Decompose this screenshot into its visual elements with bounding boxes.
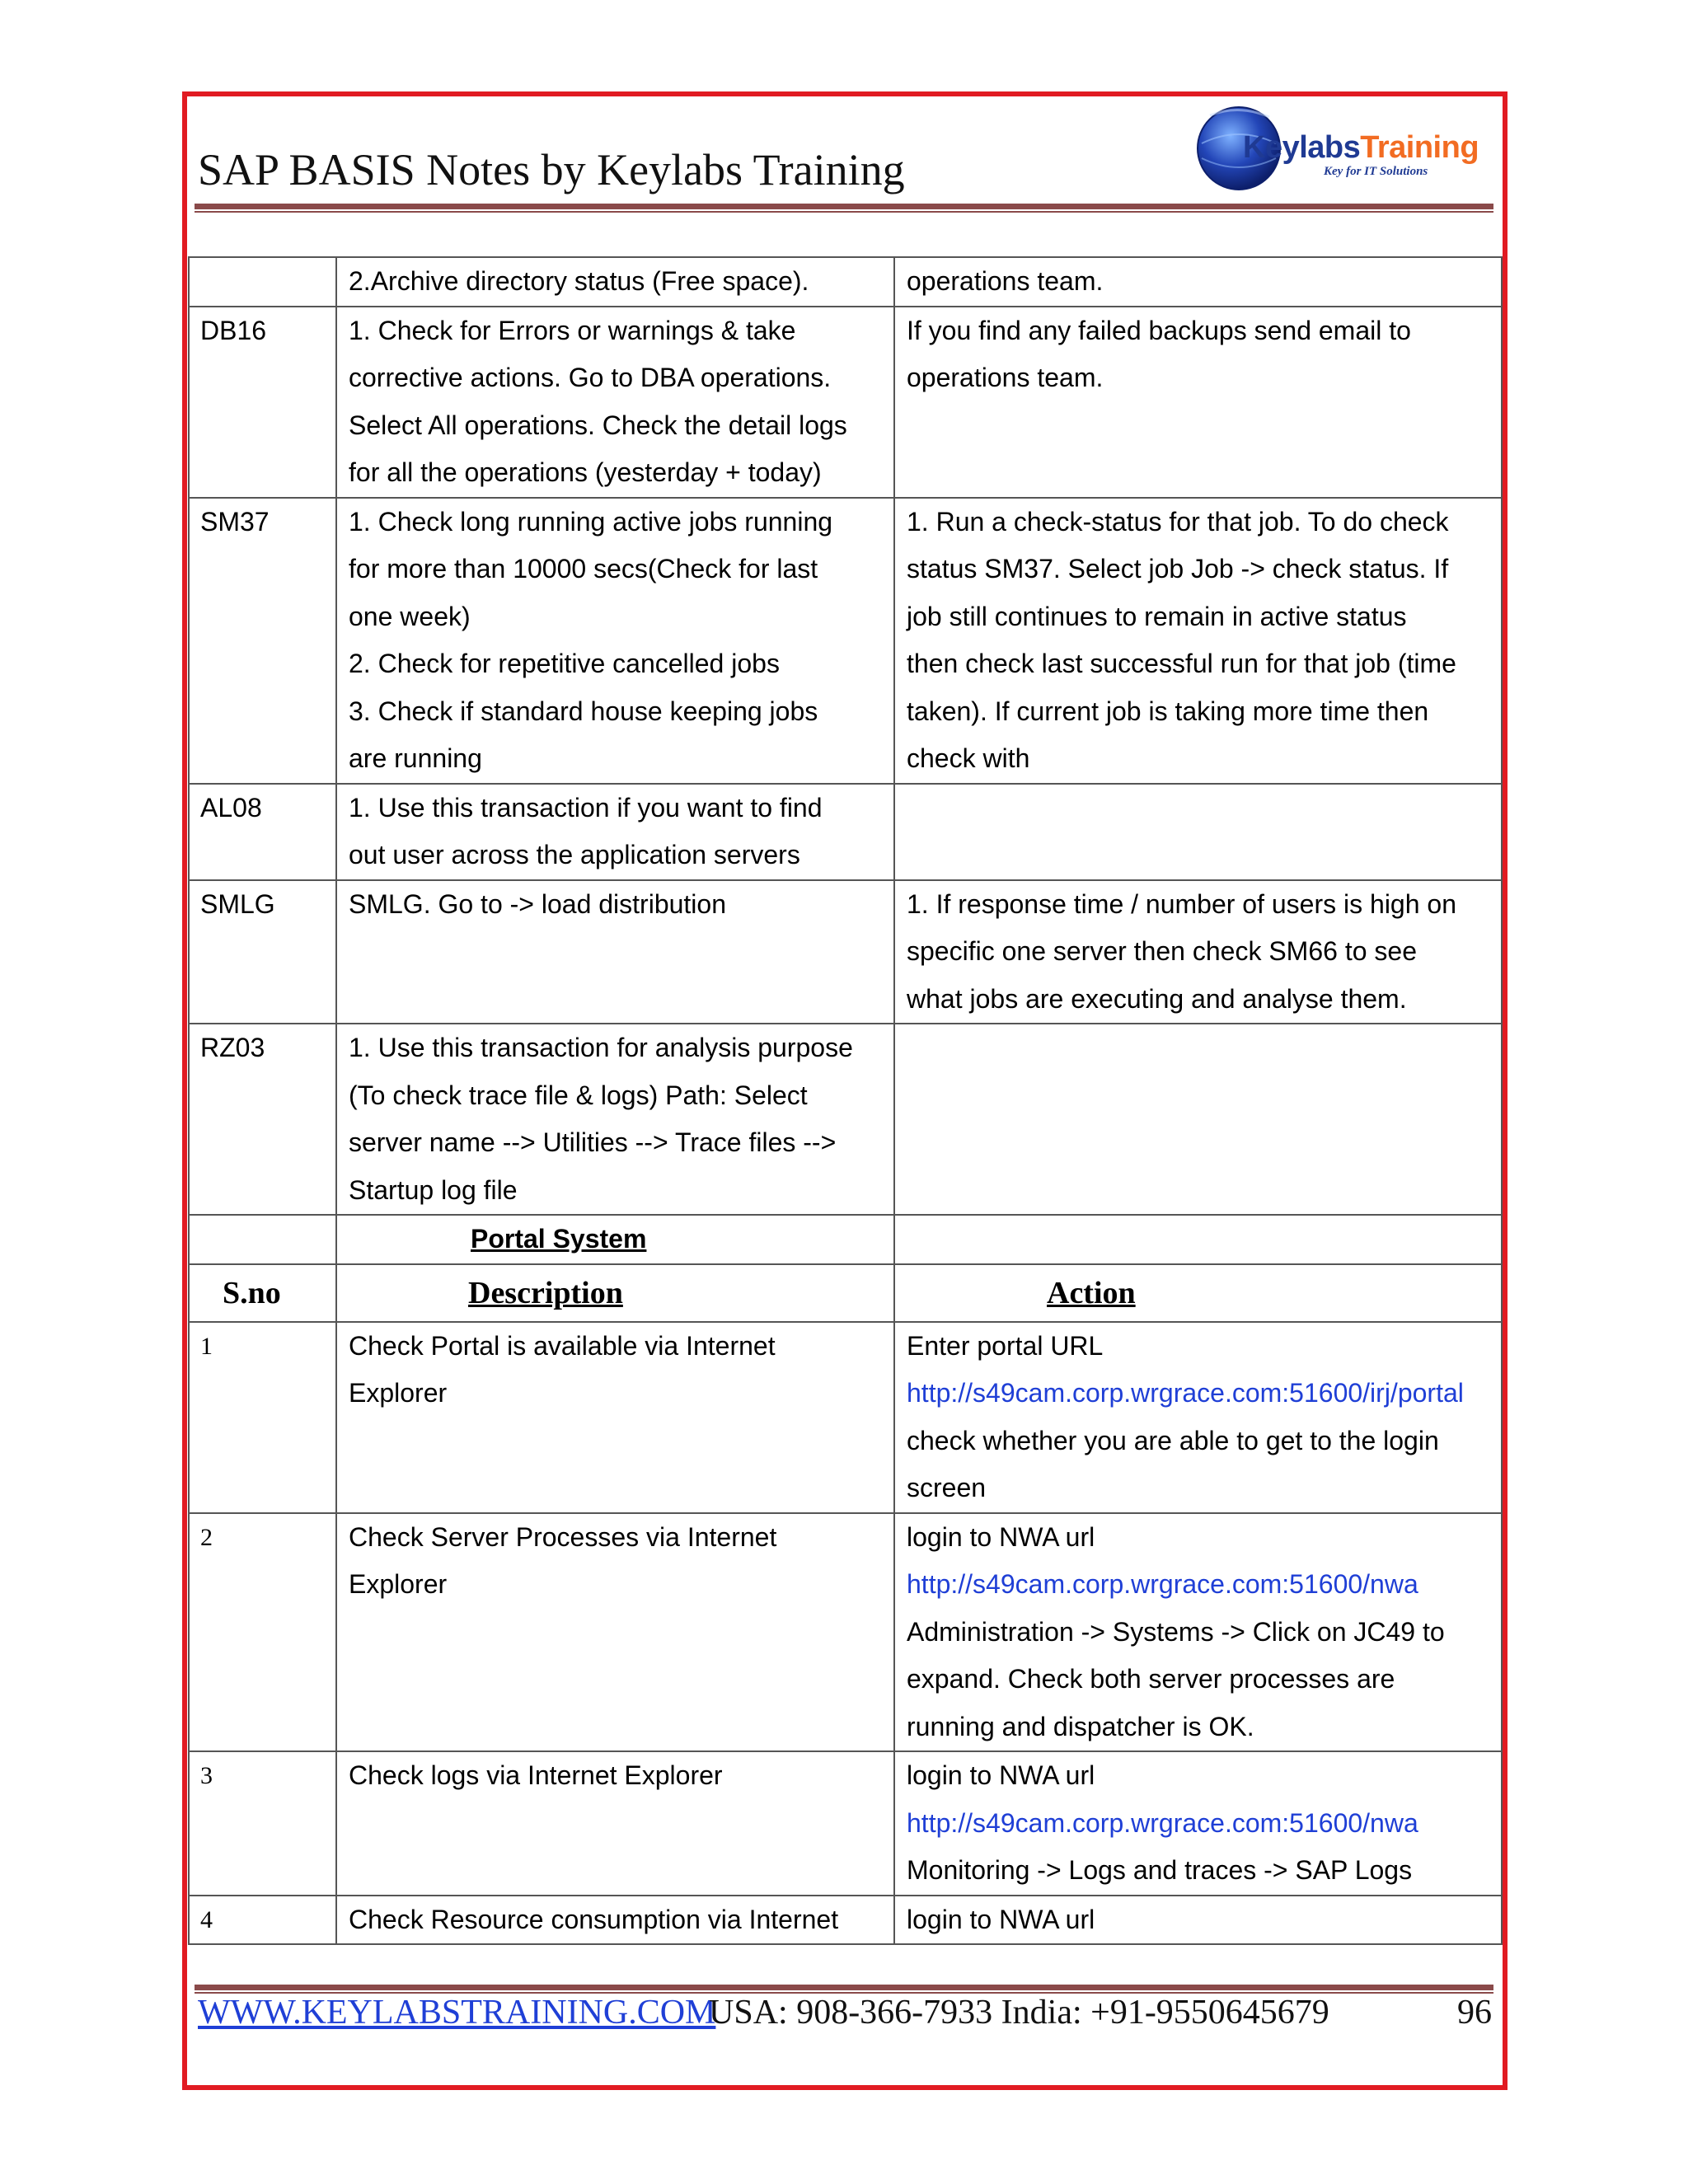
text-line: what jobs are executing and analyse them. — [907, 983, 1407, 1014]
table-row — [189, 307, 1502, 498]
action-cell — [894, 1322, 1502, 1513]
table-row — [189, 880, 1502, 1024]
section-empty-cell — [189, 1215, 336, 1264]
action-cell — [894, 1751, 1502, 1896]
text-line: 2.Archive directory status (Free space). — [349, 266, 809, 296]
action-url-link[interactable]: http://s49cam.corp.wrgrace.com:51600/nwa — [907, 1807, 1418, 1838]
text-line: Check Resource consumption via Internet — [349, 1904, 839, 1934]
tcode-cell — [189, 880, 336, 1024]
action-line: running and dispatcher is OK. — [907, 1711, 1254, 1741]
description-cell — [336, 1896, 894, 1945]
text-line: 2. Check for repetitive cancelled jobs — [349, 649, 780, 678]
action-cell — [894, 784, 1502, 880]
text-line: then check last successful run for that job (time — [907, 649, 1456, 678]
sno-cell — [189, 1513, 336, 1752]
text-line: 1. Use this transaction if you want to find — [349, 792, 823, 823]
logo-tagline: Key for IT Solutions — [1324, 165, 1428, 178]
text-line: taken). If current job is taking more time then — [907, 696, 1429, 726]
action-line: login to NWA url — [907, 1904, 1095, 1934]
action-cell — [894, 498, 1502, 784]
action-line: expand. Check both server processes are — [907, 1664, 1395, 1694]
action-line: screen — [907, 1473, 987, 1502]
text-line: operations team. — [907, 363, 1104, 392]
tcode-cell — [189, 307, 336, 498]
page-footer — [198, 1993, 1492, 2042]
table-row — [189, 257, 1502, 307]
action-url-link[interactable]: http://s49cam.corp.wrgrace.com:51600/nwa — [907, 1569, 1418, 1599]
page-number: 96 — [1457, 1994, 1492, 2032]
logo-wordmark: KeylabsTraining — [1243, 130, 1479, 165]
action-cell — [894, 1513, 1502, 1752]
text-line: check with — [907, 743, 1030, 773]
description-cell — [336, 1513, 894, 1752]
contact-phones: USA: 908-366-7933 India: +91-9550645679 — [709, 1994, 1329, 2032]
notes-table-body — [189, 257, 1502, 1944]
keylabs-logo — [1193, 101, 1479, 193]
description-cell — [336, 1751, 894, 1896]
tcode-cell — [189, 257, 336, 307]
action-line: Enter portal URL — [907, 1330, 1104, 1361]
sno-label: 3 — [200, 1762, 213, 1789]
text-line: Select All operations. Check the detail logs — [349, 410, 847, 440]
table-row — [189, 1513, 1502, 1752]
text-line: Startup log file — [349, 1174, 518, 1205]
description-cell — [336, 1322, 894, 1513]
tcode-cell — [189, 498, 336, 784]
sno-label: 1 — [200, 1332, 213, 1360]
text-line: (To check trace file & logs) Path: Select — [349, 1080, 808, 1110]
action-line: login to NWA url — [907, 1760, 1095, 1790]
action-line: Administration -> Systems -> Click on JC49 to — [907, 1616, 1445, 1647]
action-line: Monitoring -> Logs and traces -> SAP Logs — [907, 1855, 1413, 1885]
text-line: 1. Check for Errors or warnings & take — [349, 315, 796, 345]
description-cell — [336, 1024, 894, 1215]
text-line: status SM37. Select job Job -> check status. If — [907, 554, 1449, 583]
tcode-label: SMLG — [200, 888, 275, 919]
column-header-description: Description — [468, 1275, 623, 1310]
text-line: If you find any failed backups send email to — [907, 315, 1411, 345]
text-line: Check logs via Internet Explorer — [349, 1760, 723, 1790]
column-header-action-cell — [894, 1264, 1502, 1322]
table-row — [189, 498, 1502, 784]
table-row — [189, 1322, 1502, 1513]
text-line: corrective actions. Go to DBA operations. — [349, 363, 832, 392]
sno-cell — [189, 1751, 336, 1896]
description-cell — [336, 498, 894, 784]
text-line: server name --> Utilities --> Trace files --> — [349, 1127, 837, 1157]
section-empty-cell — [894, 1215, 1502, 1264]
text-line: Check Portal is available via Internet — [349, 1330, 776, 1361]
table-row — [189, 1024, 1502, 1215]
sno-label: 4 — [200, 1905, 213, 1933]
action-cell — [894, 307, 1502, 498]
text-line: 1. Use this transaction for analysis purpose — [349, 1033, 853, 1062]
text-line: operations team. — [907, 266, 1104, 296]
text-line: Explorer — [349, 1569, 448, 1599]
text-line: are running — [349, 743, 482, 773]
section-title: Portal System — [471, 1224, 647, 1254]
description-cell — [336, 307, 894, 498]
tcode-label: AL08 — [200, 792, 262, 823]
column-header-sno: S.no — [223, 1275, 281, 1310]
header-rule — [195, 204, 1493, 213]
text-line: SMLG. Go to -> load distribution — [349, 888, 726, 919]
tcode-cell — [189, 1024, 336, 1215]
sno-cell — [189, 1322, 336, 1513]
text-line: 3. Check if standard house keeping jobs — [349, 696, 818, 726]
tcode-label: DB16 — [200, 315, 267, 345]
text-line: Explorer — [349, 1378, 448, 1408]
action-url-link[interactable]: http://s49cam.corp.wrgrace.com:51600/irj/portal — [907, 1378, 1464, 1408]
action-cell — [894, 880, 1502, 1024]
tcode-label: SM37 — [200, 506, 270, 537]
action-cell — [894, 1896, 1502, 1945]
column-header-action: Action — [1047, 1275, 1136, 1310]
text-line: Check Server Processes via Internet — [349, 1521, 777, 1552]
text-line: job still continues to remain in active status — [907, 601, 1407, 631]
page-title: SAP BASIS Notes by Keylabs Training — [198, 145, 905, 194]
text-line: 1. Check long running active jobs running — [349, 506, 833, 537]
column-header-sno-cell — [189, 1264, 336, 1322]
text-line: out user across the application servers — [349, 840, 800, 869]
action-cell — [894, 1024, 1502, 1215]
action-line: check whether you are able to get to the login — [907, 1425, 1439, 1455]
tcode-cell — [189, 784, 336, 880]
text-line: 1. Run a check-status for that job. To do check — [907, 506, 1449, 537]
description-cell — [336, 880, 894, 1024]
action-line: login to NWA url — [907, 1521, 1095, 1552]
description-cell — [336, 257, 894, 307]
description-cell — [336, 784, 894, 880]
website-link[interactable]: WWW.KEYLABSTRAINING.COM — [198, 1994, 716, 2032]
text-line: 1. If response time / number of users is high on — [907, 888, 1456, 919]
table-row — [189, 1896, 1502, 1945]
section-title-cell — [336, 1215, 894, 1264]
sno-cell — [189, 1896, 336, 1945]
action-cell — [894, 257, 1502, 307]
section-row — [189, 1215, 1502, 1264]
text-line: one week) — [349, 601, 471, 631]
tcode-label: RZ03 — [200, 1033, 265, 1062]
text-line: specific one server then check SM66 to see — [907, 936, 1417, 966]
column-header-description-cell — [336, 1264, 894, 1322]
column-header-row — [189, 1264, 1502, 1322]
text-line: for more than 10000 secs(Check for last — [349, 554, 818, 583]
table-row — [189, 1751, 1502, 1896]
notes-table — [188, 256, 1503, 1945]
table-row — [189, 784, 1502, 880]
sno-label: 2 — [200, 1523, 213, 1551]
text-line: for all the operations (yesterday + today) — [349, 457, 822, 487]
